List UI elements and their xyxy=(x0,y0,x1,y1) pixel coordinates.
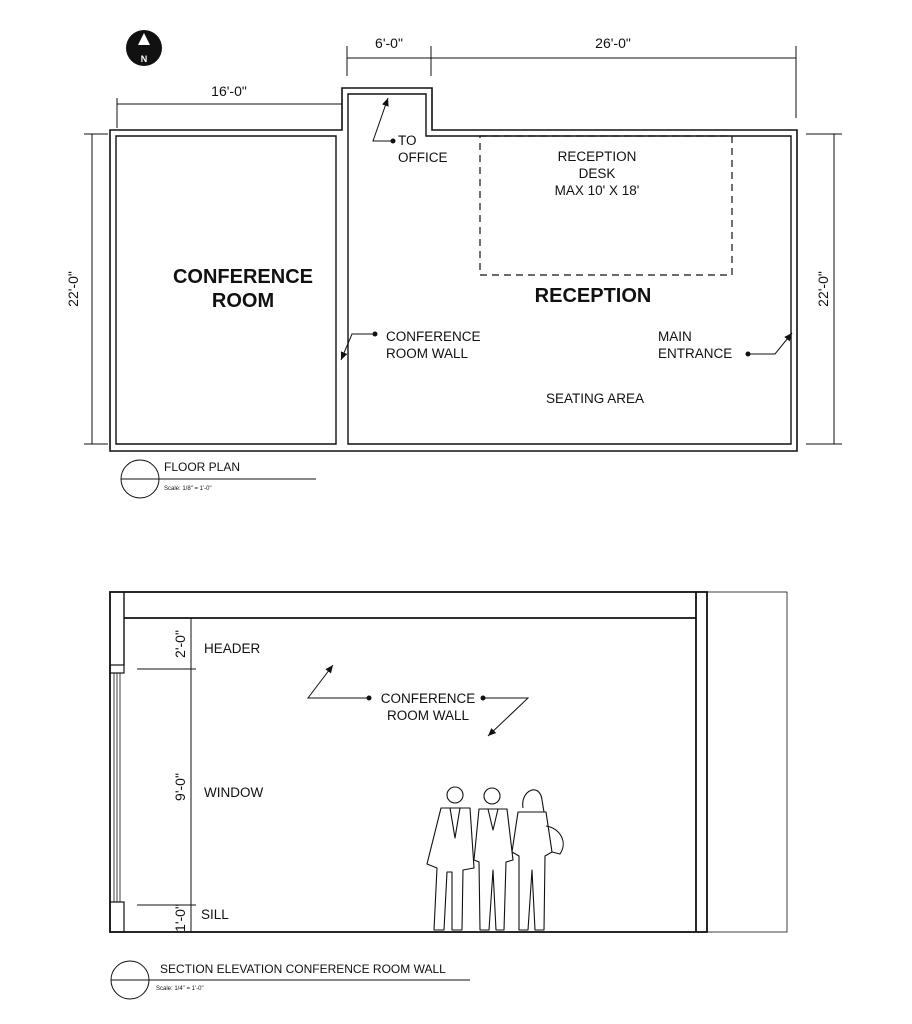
north-label: N xyxy=(140,54,148,64)
section-title-block xyxy=(111,961,470,999)
conference-room-label-2: ROOM xyxy=(211,290,275,312)
label-window: WINDOW xyxy=(204,785,264,800)
note-reception-desk-2: DESK xyxy=(578,166,616,181)
dim-window: 9'-0" xyxy=(172,773,188,801)
note-main-entrance-2: ENTRANCE xyxy=(658,346,733,361)
section-frame xyxy=(110,592,707,932)
side-dimensions xyxy=(65,134,842,444)
floor-plan-scale: Scale: 1/8" = 1'-0" xyxy=(164,486,212,492)
note-conference-wall-1: CONFERENCE xyxy=(386,329,481,344)
note-conference-wall-2: ROOM WALL xyxy=(386,346,469,361)
note-seating-area: SEATING AREA xyxy=(545,391,645,406)
conference-room-label-1: CONFERENCE xyxy=(172,266,314,288)
adjacent-wall-outline xyxy=(707,592,787,932)
dim-right-depth: 22'-0" xyxy=(815,271,831,307)
dim-header: 2'-0" xyxy=(172,630,188,658)
section-scale: Scale: 1/4" = 1'-0" xyxy=(156,986,204,992)
floor-plan xyxy=(65,35,842,498)
dim-left-depth: 22'-0" xyxy=(65,271,81,307)
reception-room-label: RECEPTION xyxy=(534,285,652,307)
label-header: HEADER xyxy=(204,641,261,656)
note-section-wall-1: CONFERENCE xyxy=(380,691,476,706)
north-arrow-icon xyxy=(126,30,162,66)
note-to-office-1: TO xyxy=(398,133,417,148)
note-section-wall-2: ROOM WALL xyxy=(386,708,470,723)
leader-to-office xyxy=(373,98,396,144)
section-dimensions xyxy=(137,618,196,932)
floor-plan-title: FLOOR PLAN xyxy=(164,460,241,474)
dim-reception-width: 26'-0" xyxy=(595,35,631,51)
window-section xyxy=(110,665,124,932)
floor-plan-title-block xyxy=(121,460,316,498)
dim-conference-width: 16'-0" xyxy=(211,83,247,99)
label-sill: SILL xyxy=(201,907,229,922)
note-main-entrance-1: MAIN xyxy=(658,329,692,344)
note-reception-desk-1: RECEPTION xyxy=(557,149,637,164)
leader-main-entrance xyxy=(746,333,793,357)
section-elevation xyxy=(110,592,787,999)
dim-sill: 1'-0" xyxy=(172,904,188,932)
dim-corridor-width: 6'-0" xyxy=(375,35,403,51)
people-scale-figures-icon xyxy=(427,787,563,930)
note-to-office-2: OFFICE xyxy=(398,150,448,165)
top-dimensions xyxy=(117,35,796,128)
leader-conference-wall xyxy=(341,332,378,361)
note-reception-desk-3: MAX 10' X 18' xyxy=(554,183,640,198)
section-title: SECTION ELEVATION CONFERENCE ROOM WALL xyxy=(160,962,446,976)
